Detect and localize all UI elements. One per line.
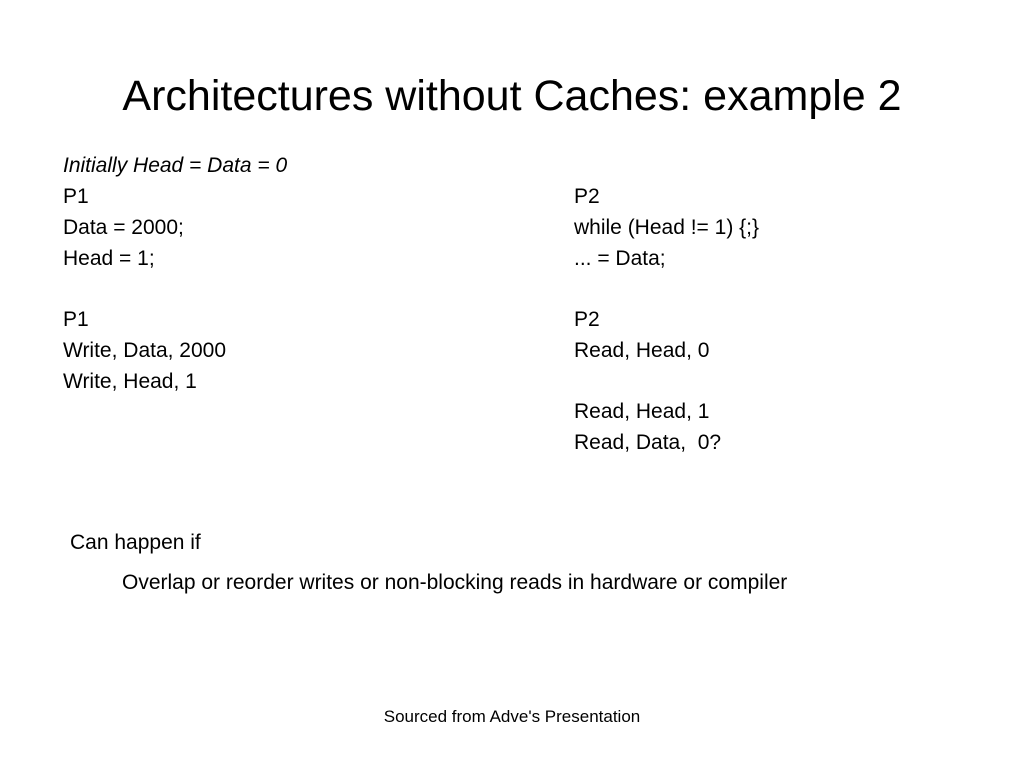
program-p2-line: while (Head != 1) {;} [574, 216, 760, 239]
program-p1-line: Head = 1; [63, 247, 155, 270]
trace-p1-label: P1 [63, 308, 89, 331]
trace-p2-line: Read, Head, 0 [574, 339, 710, 362]
program-p2-label: P2 [574, 185, 600, 208]
footer-source: Sourced from Adve's Presentation [383, 707, 641, 726]
slide-title: Architectures without Caches: example 2 [122, 72, 902, 120]
initial-condition: Initially Head = Data = 0 [63, 154, 288, 177]
program-p2-line: ... = Data; [574, 247, 666, 270]
program-p1-label: P1 [63, 185, 89, 208]
trace-p1-line: Write, Head, 1 [63, 370, 197, 393]
program-p1-line: Data = 2000; [63, 216, 184, 239]
condition-heading: Can happen if [70, 531, 201, 554]
trace-p2-line: Read, Data, 0? [574, 431, 722, 454]
condition-detail: Overlap or reorder writes or non-blocking reads in hardware or compiler [122, 571, 788, 594]
trace-p2-line: Read, Head, 1 [574, 400, 710, 423]
trace-p2-label: P2 [574, 308, 600, 331]
trace-p1-line: Write, Data, 2000 [63, 339, 227, 362]
